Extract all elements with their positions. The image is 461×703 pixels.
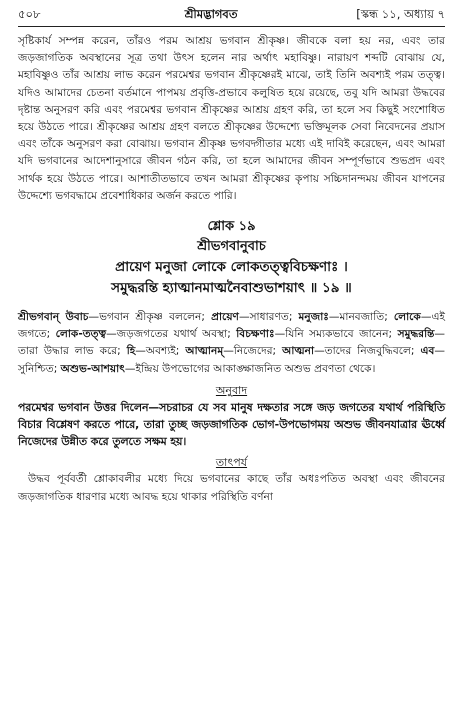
word-meaning: সুনিশ্চিত; bbox=[18, 362, 61, 375]
word-meaning: তাদের নিজবুদ্ধিবলে; bbox=[324, 345, 421, 358]
word-meaning: মানবজাতি; bbox=[339, 311, 394, 324]
word-term: লোকে bbox=[393, 311, 421, 324]
word-term: প্রায়েণ bbox=[211, 311, 239, 324]
verse-line-1: প্রায়েণ মনুজা লোকে লোকতত্ত্ববিচক্ষণাঃ । bbox=[115, 259, 348, 276]
verse-line-2: সমুদ্ধরন্তি হ্যাত্মানমাত্মনৈবাশুভাশয়াৎ ॥ ১৯ ॥ bbox=[111, 280, 352, 297]
purport-heading bbox=[18, 454, 445, 471]
verse-number: শ্লোক ১৯ bbox=[207, 219, 256, 235]
verse-speaker: শ্রীভগবানুবাচ bbox=[197, 239, 266, 255]
word-term: মনুজাঃ bbox=[298, 311, 329, 324]
purport-paragraph: উদ্ধব পূর্ববর্তী শ্লোকাবলীর মধ্যে দিয়ে ভগবানের কাছে তাঁর অধঃপতিত অবস্থা এবং জীবনের জড়জাগতিক ধারণার মধ্যে আবদ্ধ হয়ে থাকার পরিস্থিতি বর্ণনা bbox=[18, 473, 445, 503]
word-term: আত্মনা bbox=[282, 345, 315, 358]
word-meaning: নিজেদের; bbox=[233, 345, 283, 358]
word-term: সমুদ্ধরন্তি bbox=[397, 328, 435, 341]
word-term: এব bbox=[420, 345, 435, 358]
word-term: আত্মানম্ bbox=[185, 345, 224, 358]
word-term: বিচক্ষণাঃ bbox=[236, 328, 275, 341]
word-meaning: সাধারণত; bbox=[249, 311, 299, 324]
header-rule bbox=[18, 26, 445, 27]
word-meaning: এই জগতে; bbox=[18, 311, 446, 341]
word-meanings: শ্রীভগবান্ উবাচ—ভগবান শ্রীকৃষ্ণ বললেন; প্রায়েণ—সাধারণত; মনুজাঃ—মানবজাতি; লোকে—এই জগতে; লোক-তত্ত্ব—জড়জগতের যথার্থ অবস্থা; বিচক্ষণাঃ—যিনি সম্যকভাবে জানেন; সমুদ্ধরন্তি—তারা উদ্ধার লাভ করে; হি—অবশ্যই; আত্মানম্—নিজেদের; আত্মনা—তাদের নিজবুদ্ধিবলে; এব—সুনিশ্চিত; অশুভ-আশয়াৎ—ইন্দ্রিয় উপভোগের আকাঙ্ক্ষাজনিত অশুভ প্রবণতা থেকে। bbox=[18, 311, 446, 375]
purport-continued-paragraph: সৃষ্টিকার্য সম্পন্ন করেন, তাঁরও পরম আশ্রয় ভগবান শ্রীকৃষ্ণ। জীবকে বলা হয় নর, এবং তার জড়জাগতিক অবস্থানের সূত্র তথা উৎস হলেন নার অর্থাৎ মহাবিষ্ণু। নারায়ণ শব্দটি বোঝায় যে, মহাবিষ্ণুও তাঁর আশ্রয় লাভ করেন পরমেশ্বর ভগবান শ্রীকৃষ্ণেরই মাঝে, তাই তিনি অবশ্যই পরম তত্ত্ব। যদিও আমাদের চেতনা বর্তমানে পাপময় প্রবৃত্তি-প্রভাবে কলুষিত হয়ে রয়েছে, তবু যদি আমরা উদ্ধবের দৃষ্টান্ত অনুসরণ করি এবং পরমেশ্বর ভগবান শ্রীকৃষ্ণের আশ্রয় গ্রহণ করি, তা হলে সব কিছুই সংশোধিত হয়ে উঠতে পারে। শ্রীকৃষ্ণের আশ্রয় গ্রহণ বলতে শ্রীকৃষ্ণের উদ্দেশ্যে ভক্তিমূলক সেবা নিবেদনের প্রয়াস এবং তাঁকে অনুসরণ করা বোঝায়। ভগবান শ্রীকৃষ্ণ ভগবদ্গীতার মধ্যে এই দাবিই করেছেন, এবং আমরা যদি ভগবানের আদেশানুসারে জীবন গঠন করি, তা হলে আমাদের জীবন সম্পূর্ণভাবে শুভপ্রদ এবং সার্থক হয়ে উঠতে পারে। আশাতীতভাবে তখন আমরা শ্রীকৃষ্ণের কৃপায় সচ্চিদানন্দময় জীবন যাপনের উদ্দেশ্যে ভগবদ্ধামে প্রবেশাধিকার অর্জন করতে পারি। bbox=[18, 35, 445, 202]
word-meaning: ইন্দ্রিয় উপভোগের আকাঙ্ক্ষাজনিত অশুভ প্রবণতা থেকে। bbox=[135, 362, 376, 375]
verse-block bbox=[18, 217, 445, 299]
page-header bbox=[18, 6, 445, 24]
word-term: শ্রীভগবান্ উবাচ bbox=[18, 311, 89, 324]
word-meaning: ভগবান শ্রীকৃষ্ণ বললেন; bbox=[99, 311, 212, 324]
book-title: শ্রীমদ্ভাগবত bbox=[184, 7, 238, 21]
word-meaning: যিনি সম্যকভাবে জানেন; bbox=[285, 328, 398, 341]
translation-text: পরমেশ্বর ভগবান উত্তর দিলেন—সচরাচর যে সব মানুষ দক্ষতার সঙ্গে জড় জগতের যথার্থ পরিস্থিতি বিচার বিশ্লেষণ করতে পারে, তারা তুচ্ছ জড়জাগতিক ভোগ-উপভোগময় অশুভ জীবনযাত্রার ঊর্ধ্বে নিজেদের উন্নীত করে তুলতে সক্ষম হয়। bbox=[18, 400, 445, 449]
word-term: অশুভ-আশয়াৎ bbox=[60, 362, 125, 375]
word-term: হি bbox=[126, 345, 136, 358]
translation-heading bbox=[18, 382, 445, 399]
word-term: লোক-তত্ত্ব bbox=[55, 328, 107, 341]
word-meaning: তারা উদ্ধার লাভ করে; bbox=[18, 345, 127, 358]
word-meaning: জড়জগতের যথার্থ অবস্থা; bbox=[116, 328, 237, 341]
purport-label: তাৎপর্য bbox=[215, 456, 248, 470]
word-meaning: অবশ্যই; bbox=[145, 345, 186, 358]
page-number: ৫০৮ bbox=[18, 7, 41, 21]
chapter-reference: [স্কন্ধ ১১, অধ্যায় ৭ bbox=[356, 7, 445, 21]
translation-label: অনুবাদ bbox=[215, 383, 248, 397]
